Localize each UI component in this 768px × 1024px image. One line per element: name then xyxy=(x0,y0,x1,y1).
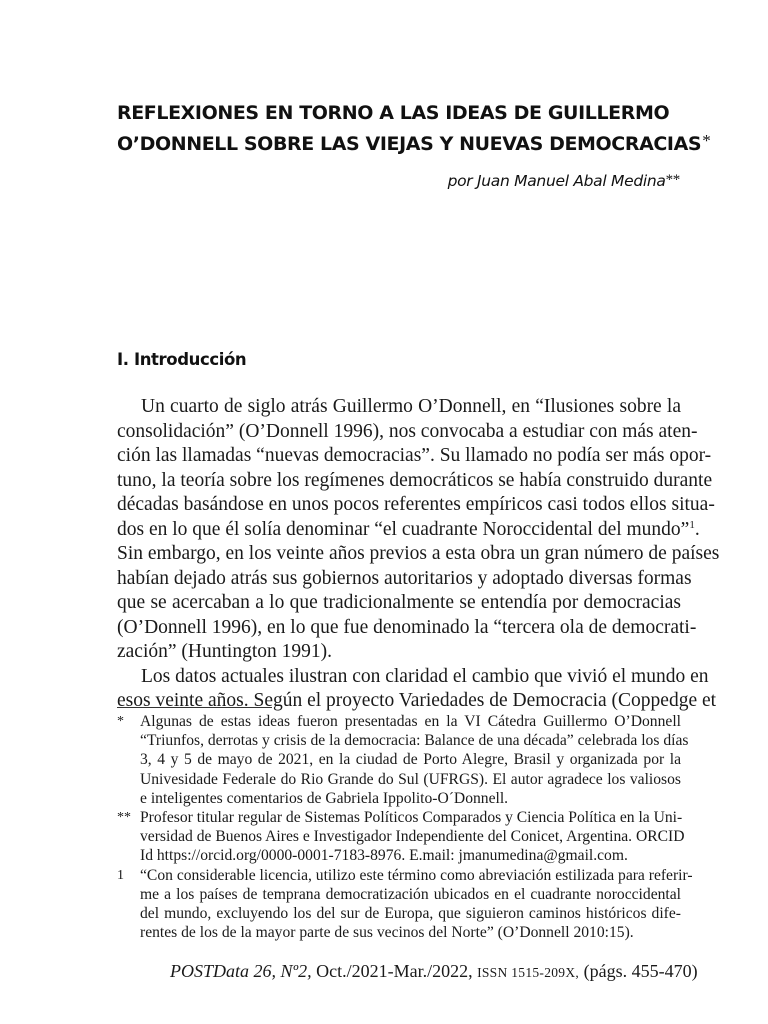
author-name: por Juan Manuel Abal Medina xyxy=(447,172,666,190)
body-line: zación” (Huntington 1991). xyxy=(117,641,332,662)
footnote-line: 3, 4 y 5 de mayo de 2021, en la ciudad de Porto Alegre, Brasil y organizada por la xyxy=(140,751,681,769)
footnote-star xyxy=(117,712,689,808)
footnote-line: me a los países de temprana democratización ubicados en el cuadrante noroccidental xyxy=(140,885,681,903)
footnote-mark: ** xyxy=(117,809,131,825)
body-line: Los datos actuales ilustran con claridad el cambio que vivió el mundo en xyxy=(141,665,709,687)
body-line: Sin embargo, en los veinte años previos a esta obra un gran número de países xyxy=(117,543,720,564)
footnote-mark: * xyxy=(117,714,124,729)
body-text xyxy=(117,395,720,714)
footnote-line: Id https://orcid.org/0000-0001-7183-8976. E.mail: jmanumedina@gmail.com. xyxy=(140,847,628,865)
footnote-line: del mundo, excluyendo los del sur de Europa, que siguieron caminos históricos dife- xyxy=(140,904,681,922)
article-title xyxy=(117,100,711,158)
footnotes xyxy=(117,712,693,942)
footnote-line: “Con considerable licencia, utilizo este término como abreviación estilizada para referir- xyxy=(140,866,693,884)
author-byline xyxy=(448,172,680,190)
page-range: (págs. 455-470) xyxy=(579,961,698,981)
footnote-mark: 1 xyxy=(117,867,124,883)
title-line-2-text: O’DONNELL SOBRE LAS VIEJAS Y NUEVAS DEMOCRACIAS xyxy=(117,133,702,155)
journal-citation: POSTData 26, Nº2, xyxy=(170,961,312,981)
body-line: habían dejado atrás sus gobiernos autoritarios y adoptado diversas formas xyxy=(117,567,692,589)
body-line: Un cuarto de siglo atrás Guillermo O’Donnell, en “Ilusiones sobre la xyxy=(141,396,681,417)
footnote-ref-1: 1 xyxy=(689,518,695,531)
footnote-separator xyxy=(117,707,272,708)
body-line-tail: . xyxy=(694,518,700,540)
footnote-line: versidad de Buenos Aires e Investigador Independiente del Conicet, Argentina. ORCID xyxy=(140,828,685,846)
body-line-text: dos en lo que él solía denominar “el cuadrante Noroccidental del mundo” xyxy=(117,518,690,540)
body-line: tuno, la teoría sobre los regímenes democráticos se había construido durante xyxy=(117,469,713,491)
footnote-line: Profesor titular regular de Sistemas Políticos Comparados y Ciencia Política en la Uni- xyxy=(140,808,683,826)
title-footnote-mark: * xyxy=(702,131,711,150)
footnote-1 xyxy=(117,866,693,943)
body-line: esos veinte años. Según el proyecto Variedades de Democracia (Coppedge et xyxy=(117,690,717,711)
footnote-line: Univesidade Federale do Rio Grande do Sul (UFRGS). El autor agradece los valiosos xyxy=(140,770,681,788)
issn: ISSN 1515-209X, xyxy=(477,965,580,980)
issue-dates: Oct./2021-Mar./2022, xyxy=(311,961,478,981)
body-line xyxy=(117,518,700,543)
body-line: (O’Donnell 1996), en lo que fue denominado la “tercera ola de democrati- xyxy=(117,616,697,638)
body-line: décadas basándose en unos pocos referentes empíricos casi todos ellos situa- xyxy=(117,494,715,515)
title-line-1: REFLEXIONES EN TORNO A LAS IDEAS DE GUILLERMO xyxy=(117,102,670,124)
footnote-double-star xyxy=(117,808,685,866)
footnote-line: “Triunfos, derrotas y crisis de la democracia: Balance de una década” celebrada los días xyxy=(140,732,689,750)
section-heading: I. Introducción xyxy=(117,350,247,369)
author-footnote-mark: ** xyxy=(665,172,680,188)
title-line-2 xyxy=(117,127,711,158)
body-line: consolidación” (O’Donnell 1996), nos convocaba a estudiar con más aten- xyxy=(117,420,698,442)
footnote-line: e inteligentes comentarios de Gabriela Ippolito-O´Donnell. xyxy=(140,789,509,807)
footnote-line: rentes de los de la mayor parte de sus vecinos del Norte” (O’Donnell 2010:15). xyxy=(140,924,634,942)
body-line: ción las llamadas “nuevas democracias”. Su llamado no podía ser más opor- xyxy=(117,445,712,466)
page-footer xyxy=(170,961,698,982)
footnote-line: Algunas de estas ideas fueron presentadas en la VI Cátedra Guillermo O’Donnell xyxy=(140,713,681,730)
body-line: que se acercaban a lo que tradicionalmente se entendía por democracias xyxy=(117,592,681,613)
